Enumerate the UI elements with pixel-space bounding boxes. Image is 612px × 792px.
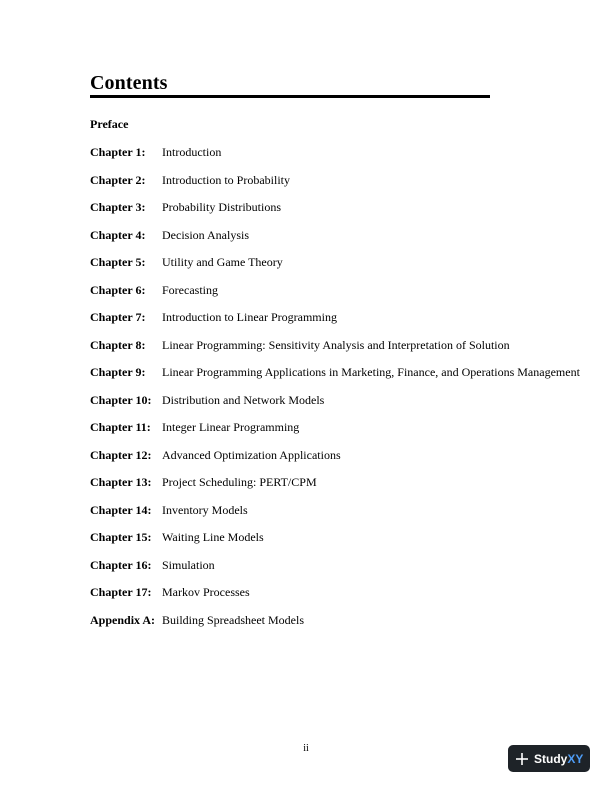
toc-entry-label: Chapter 1: <box>90 145 146 159</box>
plus-icon <box>515 752 529 766</box>
page-number: ii <box>303 743 309 754</box>
toc-entry-label: Chapter 8: <box>90 337 146 352</box>
toc-entry-chapter-10 <box>90 393 580 421</box>
toc-entry-chapter-2 <box>90 173 580 201</box>
toc-entry-label: Chapter 3: <box>90 200 146 214</box>
toc-entry-label: Chapter 16: <box>90 557 152 572</box>
toc-entry-title: Inventory Models <box>162 502 248 517</box>
toc-entry-title: Project Scheduling: PERT/CPM <box>162 475 317 489</box>
toc-entry-label: Chapter 6: <box>90 282 146 297</box>
title-rule <box>90 95 490 98</box>
toc-entry-title: Introduction <box>162 145 222 159</box>
toc-entry-title: Linear Programming Applications in Marketing, Finance, and Operations Management <box>162 365 580 379</box>
toc-entry-title: Probability Distributions <box>162 200 282 214</box>
page-title: Contents <box>90 72 168 94</box>
toc-entry-title: Forecasting <box>162 282 218 297</box>
toc-entry-chapter-12 <box>90 448 580 476</box>
toc-entry-chapter-13 <box>90 475 580 503</box>
toc-entry-label: Chapter 15: <box>90 530 152 544</box>
toc-entry-title: Advanced Optimization Applications <box>162 447 341 462</box>
toc-entry-chapter-1 <box>90 145 580 173</box>
toc-entry-label: Chapter 17: <box>90 585 152 599</box>
toc-entry-chapter-9 <box>90 365 580 393</box>
toc-entry-title: Waiting Line Models <box>162 530 264 544</box>
toc-list <box>90 145 580 640</box>
toc-entry-label: Chapter 5: <box>90 255 146 269</box>
toc-entry-label: Chapter 4: <box>90 227 146 242</box>
toc-entry-label: Chapter 11: <box>90 420 151 434</box>
toc-entry-label: Chapter 2: <box>90 172 146 187</box>
toc-entry-title: Utility and Game Theory <box>162 255 283 269</box>
toc-entry-chapter-14 <box>90 503 580 531</box>
toc-entry-label: Chapter 7: <box>90 310 146 324</box>
studyxy-badge[interactable] <box>508 745 590 772</box>
preface-entry: Preface <box>90 117 129 131</box>
toc-entry-chapter-5 <box>90 255 580 283</box>
toc-entry-title: Introduction to Linear Programming <box>162 310 337 324</box>
toc-entry-title: Markov Processes <box>162 585 250 599</box>
toc-entry-appendix-a <box>90 613 580 641</box>
toc-entry-label: Chapter 12: <box>90 447 152 462</box>
toc-entry-title: Linear Programming: Sensitivity Analysis and Interpretation of Solution <box>162 337 510 352</box>
toc-entry-label: Chapter 9: <box>90 365 146 379</box>
toc-entry-chapter-7 <box>90 310 580 338</box>
toc-entry-title: Building Spreadsheet Models <box>162 612 304 627</box>
toc-entry-title: Distribution and Network Models <box>162 392 325 407</box>
badge-brand-main: Study <box>534 751 568 766</box>
toc-entry-chapter-15 <box>90 530 580 558</box>
toc-entry-label: Chapter 14: <box>90 502 152 517</box>
toc-entry-chapter-17 <box>90 585 580 613</box>
toc-entry-title: Decision Analysis <box>162 227 249 242</box>
toc-entry-chapter-16 <box>90 558 580 586</box>
toc-entry-title: Simulation <box>162 557 215 572</box>
toc-entry-chapter-11 <box>90 420 580 448</box>
toc-entry-title: Integer Linear Programming <box>162 420 300 434</box>
toc-entry-chapter-6 <box>90 283 580 311</box>
toc-entry-chapter-4 <box>90 228 580 256</box>
toc-entry-label: Chapter 10: <box>90 392 152 407</box>
toc-entry-label: Appendix A: <box>90 612 156 627</box>
toc-entry-chapter-3 <box>90 200 580 228</box>
toc-entry-title: Introduction to Probability <box>162 172 290 187</box>
badge-brand-accent: XY <box>567 751 584 766</box>
toc-entry-label: Chapter 13: <box>90 475 152 489</box>
toc-entry-chapter-8 <box>90 338 580 366</box>
